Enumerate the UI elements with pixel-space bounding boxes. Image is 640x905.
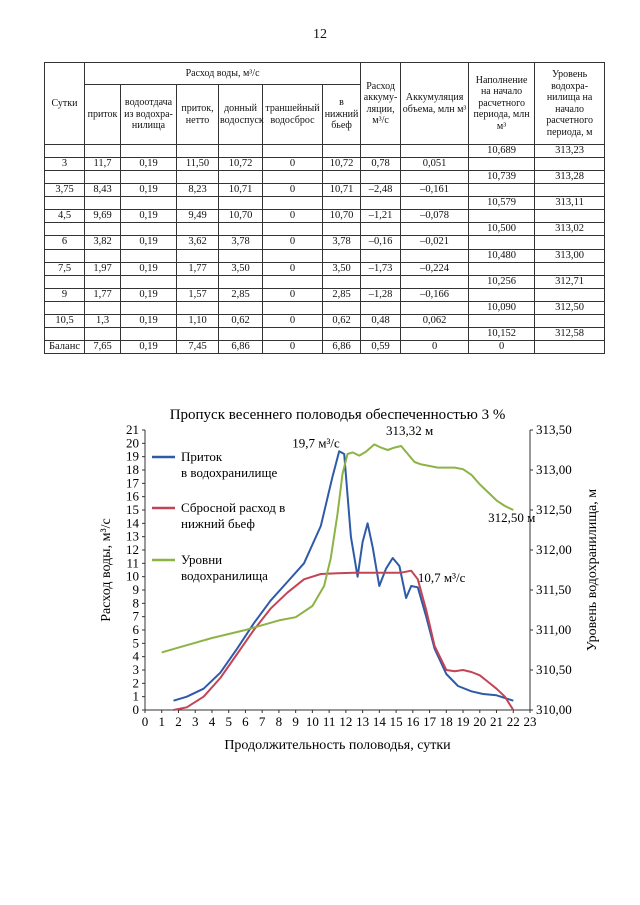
empty-cell bbox=[323, 249, 361, 262]
cell-level: 313,02 bbox=[535, 223, 605, 236]
empty-cell bbox=[85, 197, 121, 210]
y-tick-label: 10 bbox=[126, 568, 139, 584]
table-row bbox=[45, 197, 605, 210]
cell-accum: –1,73 bbox=[361, 262, 401, 275]
empty-cell bbox=[401, 223, 469, 236]
empty-cell bbox=[121, 327, 177, 340]
y-tick-label: 21 bbox=[126, 422, 139, 437]
chart-svg bbox=[90, 405, 600, 755]
cell-inflow: 11,7 bbox=[85, 158, 121, 171]
empty-cell bbox=[535, 340, 605, 353]
empty-cell bbox=[45, 327, 85, 340]
cell-inflow: 3,82 bbox=[85, 236, 121, 249]
empty-cell bbox=[323, 145, 361, 158]
cell-inflow: 1,97 bbox=[85, 262, 121, 275]
table-row bbox=[45, 223, 605, 236]
empty-cell bbox=[177, 327, 219, 340]
table-row bbox=[45, 314, 605, 327]
table-row bbox=[45, 145, 605, 158]
y2-tick-label: 310,00 bbox=[536, 702, 572, 717]
empty-cell bbox=[535, 288, 605, 301]
cell-day: 6 bbox=[45, 236, 85, 249]
y-tick-label: 19 bbox=[126, 448, 139, 464]
legend-label-1: Сбросной расход в нижний бьеф bbox=[181, 500, 286, 531]
empty-cell bbox=[121, 275, 177, 288]
x-tick-label: 9 bbox=[292, 714, 299, 729]
cell-inflow: 8,43 bbox=[85, 184, 121, 197]
cell-tail: 3,50 bbox=[323, 262, 361, 275]
y-tick-label: 12 bbox=[126, 542, 139, 557]
cell-level: 313,28 bbox=[535, 171, 605, 184]
empty-cell bbox=[535, 158, 605, 171]
header-filling: Наполнение на начало расчетного периода, млн м³ bbox=[469, 63, 535, 145]
empty-cell bbox=[219, 171, 263, 184]
cell-level: 313,23 bbox=[535, 145, 605, 158]
x-tick-label: 11 bbox=[322, 714, 336, 729]
balance-release: 0,19 bbox=[121, 340, 177, 353]
cell-release: 0,19 bbox=[121, 314, 177, 327]
empty-cell bbox=[219, 223, 263, 236]
empty-cell bbox=[121, 223, 177, 236]
series-line-1 bbox=[174, 571, 514, 710]
empty-cell bbox=[469, 158, 535, 171]
empty-cell bbox=[45, 145, 85, 158]
y-tick-label: 20 bbox=[126, 435, 139, 451]
table-row bbox=[45, 184, 605, 197]
y2-tick-label: 310,50 bbox=[536, 662, 572, 677]
cell-day: 4,5 bbox=[45, 210, 85, 223]
header-accum-flow: Расход аккуму-ляции, м³/с bbox=[361, 63, 401, 145]
cell-tail: 2,85 bbox=[323, 288, 361, 301]
y-tick-label: 4 bbox=[132, 648, 139, 664]
balance-day: Баланс bbox=[45, 340, 85, 353]
empty-cell bbox=[45, 171, 85, 184]
empty-cell bbox=[535, 184, 605, 197]
balance-fill: 0 bbox=[469, 340, 535, 353]
balance-vol: 0 bbox=[401, 340, 469, 353]
empty-cell bbox=[323, 197, 361, 210]
cell-tail: 3,78 bbox=[323, 236, 361, 249]
x-tick-label: 13 bbox=[356, 714, 370, 729]
empty-cell bbox=[177, 223, 219, 236]
header-water-flow: Расход воды, м³/с bbox=[85, 63, 361, 85]
cell-bottom: 3,50 bbox=[219, 262, 263, 275]
y-tick-label: 3 bbox=[132, 662, 139, 677]
empty-cell bbox=[85, 327, 121, 340]
y2-tick-label: 311,00 bbox=[536, 622, 572, 637]
table-row bbox=[45, 236, 605, 249]
table-row bbox=[45, 275, 605, 288]
cell-trench: 0 bbox=[263, 236, 323, 249]
empty-cell bbox=[263, 223, 323, 236]
x-tick-label: 4 bbox=[208, 714, 216, 729]
y2-tick-label: 313,00 bbox=[536, 462, 572, 477]
x-tick-label: 19 bbox=[456, 714, 470, 729]
empty-cell bbox=[121, 145, 177, 158]
header-level: Уровень водохра-нилища на начало расчетного периода, м bbox=[535, 63, 605, 145]
y-tick-label: 15 bbox=[126, 502, 139, 517]
cell-accum: 0,78 bbox=[361, 158, 401, 171]
legend-label-2: Уровни водохранилища bbox=[181, 552, 268, 583]
y2-tick-label: 311,50 bbox=[536, 582, 572, 597]
chart-annotation: 19,7 м³/с bbox=[292, 435, 340, 451]
table-row bbox=[45, 262, 605, 275]
y-tick-label: 13 bbox=[126, 528, 139, 544]
y-tick-label: 7 bbox=[132, 608, 139, 624]
empty-cell bbox=[263, 145, 323, 158]
empty-cell bbox=[361, 275, 401, 288]
y-axis-label: Расход воды, м³/с bbox=[99, 518, 114, 622]
empty-cell bbox=[219, 145, 263, 158]
empty-cell bbox=[361, 171, 401, 184]
x-tick-label: 8 bbox=[275, 714, 283, 729]
empty-cell bbox=[323, 171, 361, 184]
y-tick-label: 11 bbox=[126, 555, 139, 571]
legend-label-0: Приток в водохранилище bbox=[181, 449, 278, 480]
empty-cell bbox=[121, 197, 177, 210]
empty-cell bbox=[85, 249, 121, 262]
empty-cell bbox=[535, 314, 605, 327]
cell-vol: –0,078 bbox=[401, 210, 469, 223]
cell-release: 0,19 bbox=[121, 184, 177, 197]
cell-trench: 0 bbox=[263, 210, 323, 223]
cell-accum: –1,21 bbox=[361, 210, 401, 223]
y2-tick-label: 313,50 bbox=[536, 422, 572, 437]
empty-cell bbox=[85, 145, 121, 158]
cell-fill: 10,152 bbox=[469, 327, 535, 340]
empty-cell bbox=[535, 236, 605, 249]
balance-tail: 6,86 bbox=[323, 340, 361, 353]
cell-vol: 0,051 bbox=[401, 158, 469, 171]
empty-cell bbox=[401, 275, 469, 288]
x-tick-label: 21 bbox=[490, 714, 504, 729]
balance-row bbox=[45, 340, 605, 353]
cell-net: 1,57 bbox=[177, 288, 219, 301]
empty-cell bbox=[469, 288, 535, 301]
x-tick-label: 17 bbox=[423, 714, 437, 729]
header-trench-spillway: траншейный водосброс bbox=[263, 85, 323, 145]
reservoir-table bbox=[44, 62, 605, 354]
x-tick-label: 23 bbox=[523, 714, 537, 729]
cell-net: 3,62 bbox=[177, 236, 219, 249]
balance-inflow: 7,65 bbox=[85, 340, 121, 353]
empty-cell bbox=[401, 171, 469, 184]
chart-title: Пропуск весеннего половодья обеспеченностью 3 % bbox=[169, 407, 506, 423]
empty-cell bbox=[45, 301, 85, 314]
cell-bottom: 10,71 bbox=[219, 184, 263, 197]
empty-cell bbox=[177, 197, 219, 210]
cell-release: 0,19 bbox=[121, 210, 177, 223]
empty-cell bbox=[177, 171, 219, 184]
x-tick-label: 14 bbox=[372, 714, 386, 729]
empty-cell bbox=[469, 236, 535, 249]
balance-bottom: 6,86 bbox=[219, 340, 263, 353]
cell-trench: 0 bbox=[263, 288, 323, 301]
y-tick-label: 1 bbox=[132, 688, 139, 704]
cell-day: 7,5 bbox=[45, 262, 85, 275]
header-inflow-net: приток, нетто bbox=[177, 85, 219, 145]
cell-fill: 10,689 bbox=[469, 145, 535, 158]
cell-day: 3 bbox=[45, 158, 85, 171]
cell-accum: –2,48 bbox=[361, 184, 401, 197]
empty-cell bbox=[177, 275, 219, 288]
empty-cell bbox=[177, 145, 219, 158]
header-accum-volume: Аккумуляция объема, млн м³ bbox=[401, 63, 469, 145]
x-tick-label: 20 bbox=[473, 714, 487, 729]
cell-inflow: 9,69 bbox=[85, 210, 121, 223]
table-row bbox=[45, 171, 605, 184]
empty-cell bbox=[469, 314, 535, 327]
x-tick-label: 0 bbox=[141, 714, 149, 729]
y-tick-label: 9 bbox=[132, 582, 139, 597]
empty-cell bbox=[361, 197, 401, 210]
x-tick-label: 16 bbox=[406, 714, 420, 729]
cell-fill: 10,500 bbox=[469, 223, 535, 236]
empty-cell bbox=[263, 327, 323, 340]
cell-level: 313,00 bbox=[535, 249, 605, 262]
header-bottom-outlet: донный водоспуск bbox=[219, 85, 263, 145]
empty-cell bbox=[45, 275, 85, 288]
cell-fill: 10,256 bbox=[469, 275, 535, 288]
cell-net: 1,77 bbox=[177, 262, 219, 275]
empty-cell bbox=[219, 249, 263, 262]
cell-release: 0,19 bbox=[121, 236, 177, 249]
cell-vol: –0,021 bbox=[401, 236, 469, 249]
cell-vol: –0,161 bbox=[401, 184, 469, 197]
x-tick-label: 1 bbox=[158, 714, 165, 729]
flood-chart bbox=[90, 405, 600, 760]
x-tick-label: 10 bbox=[305, 714, 319, 729]
cell-accum: –0,16 bbox=[361, 236, 401, 249]
empty-cell bbox=[219, 301, 263, 314]
y-tick-label: 0 bbox=[132, 702, 139, 717]
cell-day: 3,75 bbox=[45, 184, 85, 197]
empty-cell bbox=[219, 327, 263, 340]
empty-cell bbox=[45, 249, 85, 262]
y-tick-label: 2 bbox=[132, 675, 139, 691]
empty-cell bbox=[401, 327, 469, 340]
y-tick-label: 5 bbox=[132, 635, 139, 651]
balance-accum: 0,59 bbox=[361, 340, 401, 353]
empty-cell bbox=[121, 249, 177, 262]
cell-release: 0,19 bbox=[121, 288, 177, 301]
empty-cell bbox=[361, 145, 401, 158]
cell-day: 9 bbox=[45, 288, 85, 301]
empty-cell bbox=[361, 249, 401, 262]
cell-tail: 10,72 bbox=[323, 158, 361, 171]
empty-cell bbox=[469, 210, 535, 223]
empty-cell bbox=[401, 249, 469, 262]
cell-vol: –0,166 bbox=[401, 288, 469, 301]
cell-bottom: 2,85 bbox=[219, 288, 263, 301]
x-tick-label: 22 bbox=[506, 714, 520, 729]
empty-cell bbox=[263, 301, 323, 314]
empty-cell bbox=[469, 184, 535, 197]
empty-cell bbox=[361, 327, 401, 340]
cell-trench: 0 bbox=[263, 314, 323, 327]
x-tick-label: 15 bbox=[389, 714, 403, 729]
cell-tail: 10,70 bbox=[323, 210, 361, 223]
table-row bbox=[45, 301, 605, 314]
empty-cell bbox=[323, 301, 361, 314]
empty-cell bbox=[401, 145, 469, 158]
cell-tail: 10,71 bbox=[323, 184, 361, 197]
empty-cell bbox=[263, 197, 323, 210]
empty-cell bbox=[401, 197, 469, 210]
empty-cell bbox=[263, 275, 323, 288]
y2-tick-label: 312,00 bbox=[536, 542, 572, 557]
y2-tick-label: 312,50 bbox=[536, 502, 572, 517]
empty-cell bbox=[219, 197, 263, 210]
cell-release: 0,19 bbox=[121, 262, 177, 275]
cell-tail: 0,62 bbox=[323, 314, 361, 327]
empty-cell bbox=[263, 171, 323, 184]
table-row bbox=[45, 327, 605, 340]
y-tick-label: 6 bbox=[132, 622, 139, 637]
empty-cell bbox=[263, 249, 323, 262]
cell-accum: –1,28 bbox=[361, 288, 401, 301]
chart-annotation: 313,32 м bbox=[386, 422, 434, 438]
chart-annotation: 10,7 м³/с bbox=[417, 570, 466, 585]
cell-release: 0,19 bbox=[121, 158, 177, 171]
y-tick-label: 18 bbox=[126, 462, 139, 477]
balance-net: 7,45 bbox=[177, 340, 219, 353]
table-row bbox=[45, 288, 605, 301]
x-tick-label: 12 bbox=[339, 714, 353, 729]
empty-cell bbox=[219, 275, 263, 288]
empty-cell bbox=[323, 327, 361, 340]
cell-net: 9,49 bbox=[177, 210, 219, 223]
header-release: водоотдача из водохра-нилища bbox=[121, 85, 177, 145]
empty-cell bbox=[361, 301, 401, 314]
x-axis-label: Продолжительность половодья, сутки bbox=[224, 738, 451, 753]
cell-vol: –0,224 bbox=[401, 262, 469, 275]
y-tick-label: 8 bbox=[132, 595, 139, 611]
cell-net: 1,10 bbox=[177, 314, 219, 327]
empty-cell bbox=[469, 262, 535, 275]
empty-cell bbox=[323, 275, 361, 288]
x-tick-label: 5 bbox=[225, 714, 232, 729]
header-day: Сутки bbox=[45, 63, 85, 145]
y-tick-label: 14 bbox=[126, 515, 139, 531]
cell-bottom: 10,72 bbox=[219, 158, 263, 171]
cell-inflow: 1,3 bbox=[85, 314, 121, 327]
x-tick-label: 18 bbox=[439, 714, 453, 729]
cell-bottom: 3,78 bbox=[219, 236, 263, 249]
empty-cell bbox=[121, 171, 177, 184]
header-inflow: приток bbox=[85, 85, 121, 145]
empty-cell bbox=[177, 249, 219, 262]
cell-fill: 10,739 bbox=[469, 171, 535, 184]
cell-trench: 0 bbox=[263, 184, 323, 197]
x-tick-label: 7 bbox=[258, 714, 266, 729]
table-row bbox=[45, 158, 605, 171]
cell-bottom: 0,62 bbox=[219, 314, 263, 327]
empty-cell bbox=[323, 223, 361, 236]
empty-cell bbox=[85, 301, 121, 314]
y-tick-label: 16 bbox=[126, 488, 139, 504]
empty-cell bbox=[45, 223, 85, 236]
empty-cell bbox=[535, 262, 605, 275]
cell-vol: 0,062 bbox=[401, 314, 469, 327]
cell-accum: 0,48 bbox=[361, 314, 401, 327]
empty-cell bbox=[401, 301, 469, 314]
cell-fill: 10,480 bbox=[469, 249, 535, 262]
cell-fill: 10,579 bbox=[469, 197, 535, 210]
x-tick-label: 3 bbox=[191, 714, 199, 729]
empty-cell bbox=[361, 223, 401, 236]
cell-trench: 0 bbox=[263, 158, 323, 171]
empty-cell bbox=[121, 301, 177, 314]
cell-bottom: 10,70 bbox=[219, 210, 263, 223]
chart-annotation: 312,50 м bbox=[488, 510, 536, 525]
x-tick-label: 6 bbox=[242, 714, 249, 729]
table-row bbox=[45, 210, 605, 223]
table-row bbox=[45, 249, 605, 262]
x-tick-label: 2 bbox=[175, 714, 182, 729]
cell-level: 312,58 bbox=[535, 327, 605, 340]
cell-fill: 10,090 bbox=[469, 301, 535, 314]
empty-cell bbox=[85, 171, 121, 184]
cell-level: 312,71 bbox=[535, 275, 605, 288]
header-tailwater: в нижний бьеф bbox=[323, 85, 361, 145]
empty-cell bbox=[177, 301, 219, 314]
cell-trench: 0 bbox=[263, 262, 323, 275]
cell-level: 313,11 bbox=[535, 197, 605, 210]
y-tick-label: 17 bbox=[126, 475, 139, 491]
cell-level: 312,50 bbox=[535, 301, 605, 314]
empty-cell bbox=[85, 275, 121, 288]
cell-inflow: 1,77 bbox=[85, 288, 121, 301]
empty-cell bbox=[535, 210, 605, 223]
y2-axis-label: Уровень водохранилища, м bbox=[585, 488, 600, 652]
balance-trench: 0 bbox=[263, 340, 323, 353]
page-number: 12 bbox=[313, 27, 327, 42]
empty-cell bbox=[45, 197, 85, 210]
cell-day: 10,5 bbox=[45, 314, 85, 327]
cell-net: 11,50 bbox=[177, 158, 219, 171]
cell-net: 8,23 bbox=[177, 184, 219, 197]
empty-cell bbox=[85, 223, 121, 236]
